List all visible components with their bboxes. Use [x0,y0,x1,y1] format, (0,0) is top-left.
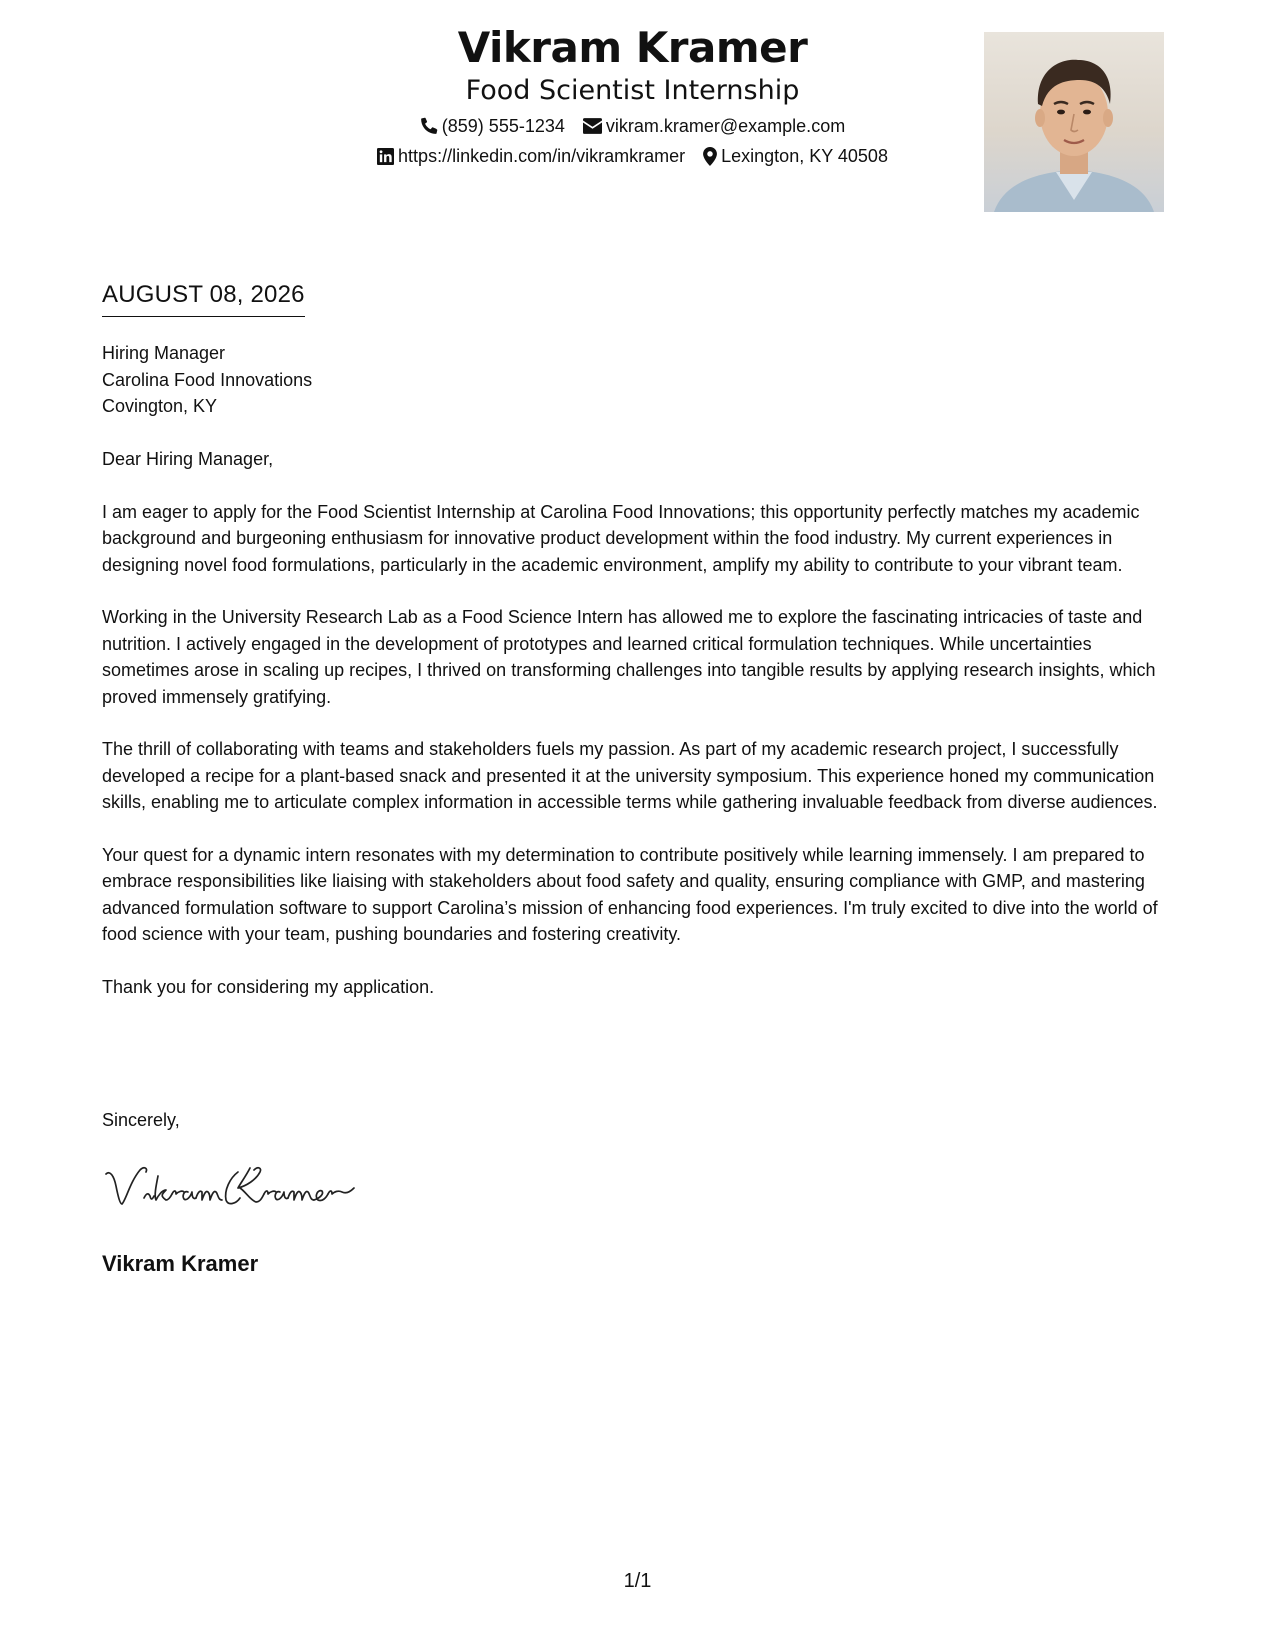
paragraph-1: I am eager to apply for the Food Scientist Internship at Carolina Food Innovations; this opportunity perfectly matches my academic background and burgeoning enthusiasm for innovative product development within the food industry. My current experiences in designing novel food formulations, particularly in the academic environment, amplify my ability to contribute to your vibrant team. [102,501,1140,575]
contact-phone [420,114,565,138]
letter-body [102,446,1182,1026]
linkedin-icon [377,148,394,165]
recipient-block [102,340,312,420]
contact-linkedin[interactable] [377,144,685,168]
email-text[interactable]: vikram.kramer@example.com [605,116,846,136]
contact-location [703,144,888,168]
thanks-line: Thank you for considering my application. [102,976,435,997]
page-number: 1/1 [623,1570,652,1592]
recipient-company: Carolina Food Innovations [102,369,313,390]
location-text: Lexington, KY 40508 [721,146,888,166]
paragraph-3: The thrill of collaborating with teams and stakeholders fuels my passion. As part of my academic research project, I successfully developed a recipe for a plant-based snack and presented it at the university symposium. This experience honed my communication skills, enabling me to articulate complex information in accessible terms while gathering invaluable feedback from diverse audiences. [102,739,1158,812]
closing: Sincerely, [102,1110,180,1130]
salutation: Dear Hiring Manager, [102,449,274,469]
linkedin-text[interactable]: https://linkedin.com/in/vikramkramer [398,146,686,166]
paragraph-4: Your quest for a dynamic intern resonates with my determination to contribute positively while learning immensely. I am prepared to embrace responsibilities like liaising with stakeholders about food safety and quality, ensuring compliance with GMP, and mastering advanced formulation software to support Carolina’s mission of enhancing food experiences. I'm truly excited to dive into the world of food science with your team, pushing boundaries and fostering creativity. [102,844,1158,944]
recipient-location: Covington, KY [102,396,218,416]
applicant-role: Food Scientist Internship [465,75,800,106]
contact-email[interactable] [583,114,845,138]
phone-icon [420,117,438,135]
applicant-name: Vikram Kramer [457,23,808,72]
letter-date: AUGUST 08, 2026 [102,280,305,317]
profile-photo [984,32,1164,212]
paragraph-2: Working in the University Research Lab as a Food Science Intern has allowed me to explore the fascinating intricacies of taste and nutrition. I actively engaged in the development of prototypes and learned critical formulation techniques. While uncertainties sometimes arose in scaling up recipes, I thrived on transforming challenges into tangible results by applying research insights, which proved immensely gratifying. [102,607,1156,707]
envelope-icon [583,118,602,134]
phone-text: (859) 555-1234 [441,116,565,136]
signer-name: Vikram Kramer [102,1251,259,1276]
map-pin-icon [703,147,717,166]
recipient-title: Hiring Manager [102,343,226,363]
handwritten-signature [100,1160,360,1216]
